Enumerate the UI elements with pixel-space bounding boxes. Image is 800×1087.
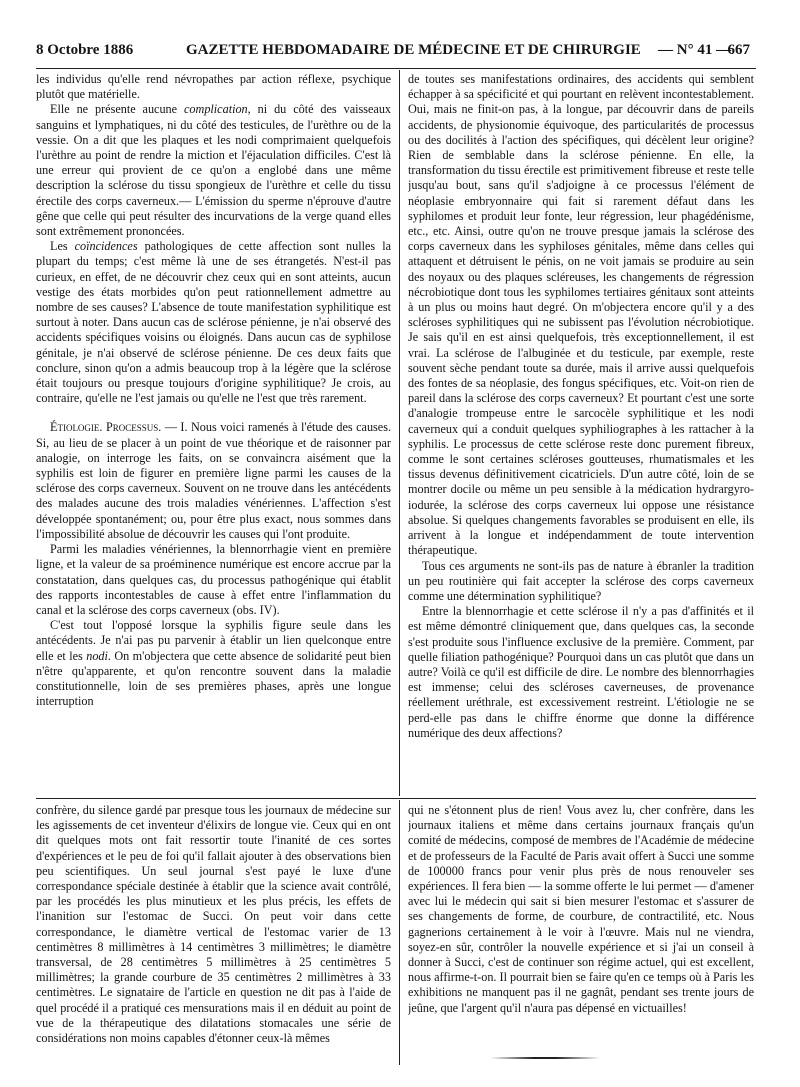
paragraph: confrère, du silence gardé par presque tous les journaux de médecine sur les agissements de cet inventeur d'élixirs de longue vie. Ceux qui en ont dit quelques mots ont fait ressortir toute l'inanité de ces sortes d'expériences et le peu de foi qu'il fallait ajouter à des observations bien peu scientifiques. Un seul journal s'est payé le luxe d'une correspondance spéciale destinée à établir que la science avait contrôlé, par les procédés les plus minutieux et les plus précis, les effets de l'inanition sur l'estomac de Succi. On peut voir dans cette correspondance, le diamètre vertical de l'estomac varier de 13 centimètres 8 millimètres à 14 centimètres 3 millimètres; le diamètre transversal, de 28 centimètres 5 millimètres à 25 centimètres 5 millimètres; la grande courbure de 35 centimètres 2 millimètres à 33 centimètres. Le signataire de l'article en question ne dit pas à l'aide de quel procédé il a pratiqué ces mensurations mais il en déduit au point de vue de la thérapeutique des dilatations stomacales une série de considérations non moins capables d'étonner ceux-là mêmes [36, 803, 391, 1046]
column-divider [399, 800, 400, 1065]
emphasis: nodi [86, 648, 108, 663]
paragraph: qui ne s'étonnent plus de rien! Vous avez lu, cher confrère, dans les journaux italiens et même dans certains journaux français qu'un comité de médecins, composé de membres de l'Académie de médecine et de professeurs de la Faculté de Paris avait offert à Succi une somme de 100000 francs pour venir plus près de nous renouveler ses expériences. Il fera bien — la somme offerte le lui permet — d'amener avec lui le médecin qui sait si bien mesurer l'estomac et s'assurer de ses changements de forme, de courbure, de contractilité, etc. Nous gagnerions certainement à le voir à l'œuvre. Mais nul ne viendra, soyez-en sûr, contrôler la nouvelle expérience et si j'ai un conseil à donner à Succi, c'est de continuer son régime actuel, qui est excellent, nous affirme-t-on. Il pourrait bien se faire qu'en ce temps où à Paris les exhibitions ne manquent pas il ne gagnât, pendant ses trente jours de jeûne, que l'argent qu'il n'aura pas dépensé en victuailles! [408, 803, 754, 1015]
end-ornament-rule [490, 1057, 600, 1059]
emphasis: coïncidences [74, 239, 138, 254]
page-number: 667 [727, 42, 750, 58]
feuilleton-column-right [408, 803, 754, 1065]
paragraph: Les coïncidences pathologiques de cette affection sont nulles la plupart du temps; c'est même là une de ses étrangetés. N'est-il pas curieux, en effet, de ne découvrir chez ceux qui en sont atteints, aucun vestige des états morbides qu'on peut rationnellement admettre au nombre de ses causes? L'absence de toute manifestation syphilitique est surtout à noter. Dans aucun cas de sclérose pénienne, je n'ai observé des accidents spécifiques voisins ou éloignés. Dans aucun cas de syphilose génitale, je n'ai observé de sclérose pénienne. De ces deux faits que conclure, sinon qu'on a admis beaucoup trop à la légère que la sclérose était toujours ou presque toujours d'origine syphilitique? Je crois, au contraire, qu'elle ne l'est jamais ou qu'elle ne l'est que très rarement. [36, 239, 391, 406]
paragraph: Elle ne présente aucune complication, ni du côté des vaisseaux sanguins et lymphatiques, ni du côté des testicules, de l'urèthre ou de la vessie. On a dit que les plaques et les nodi comprimaient quelquefois l'urèthre au point de rendre la miction et l'éjaculation difficiles. C'est là une erreur qui provient de ce qu'on a englobé dans une même description la sclérose du tissu spongieux de l'urèthre et celle du tissu érectile des corps caverneux.— L'émission du sperme n'éprouve d'autre gêne que celle qui peut résulter des incurvations de la verge quand elles sont extrêmement prononcées. [36, 102, 391, 239]
journal-title: GAZETTE HEBDOMADAIRE DE MÉDECINE ET DE CHIRURGIE [186, 42, 641, 58]
section-heading: Étiologie. Processus. [50, 420, 162, 435]
paragraph: C'est tout l'opposé lorsque la syphilis figure seule dans les antécédents. Je n'ai pas pu parvenir à établir un lien quelconque entre elle et les nodi. On m'objectera que cette absence de solidarité peut bien n'être qu'apparente, et qu'on rencontre souvent dans la maladie constitutionnelle, loin de ses premières phases, après une longue interruption [36, 618, 391, 709]
paragraph: Parmi les maladies vénériennes, la blennorrhagie vient en première ligne, et la valeur de sa proéminence numérique est encore accrue par la constatation, dans quelques cas, du processus pathogénique qui établit des rapports incontestables de cause à effet entre l'inflammation du canal et la sclérose des corps caverneux (obs. IV). [36, 542, 391, 617]
issue-number: — N° 41 — [658, 42, 732, 58]
article-column-right [408, 72, 754, 794]
feuilleton-column-left [36, 803, 391, 1065]
page-header [36, 42, 750, 64]
issue-date: 8 Octobre 1886 [36, 42, 134, 58]
paragraph: les individus qu'elle rend névropathes par action réflexe, psychique plutôt que matérielle. [36, 72, 391, 102]
article-column-left [36, 72, 391, 794]
header-rule [36, 68, 756, 69]
emphasis: complication [184, 102, 248, 117]
section-paragraph: Étiologie. Processus. — I. Nous voici ramenés à l'étude des causes. Si, au lieu de se placer à un point de vue théorique et de raisonner par analogie, on interroge les faits, on se convaincra aisément que la syphilis est loin de figurer en première ligne parmi les causes de la sclérose des corps caverneux. Souvent on ne trouve dans les antécédents des malades aucune des trois maladies vénériennes. L'affection s'est développée spontanément; ou, pour être plus exact, nous sommes dans l'impossibilité absolue de découvrir les causes qui l'ont produite. [36, 420, 391, 541]
paragraph: Tous ces arguments ne sont-ils pas de nature à ébranler la tradition un peu routinière qui fait accepter la sclérose des corps caverneux comme une détermination syphilitique? [408, 558, 754, 603]
column-divider [399, 70, 400, 796]
paragraph: de toutes ses manifestations ordinaires, des accidents qui semblent échapper à sa spécificité et qui pourtant en relèvent incontestablement. Oui, mais ne finit-on pas, à la longue, par découvrir dans de pareils accidents, de physionomie équivoque, des particularités de processus ou des docilités à l'action des spécifiques, qui décèlent leur origine? Rien de semblable dans la sclérose pénienne. En elle, la transformation du tissu érectile est primitivement fibreuse et reste telle jusqu'au bout, sans qu'il s'adjoigne à ce processus l'élément de néoplasie embryonnaire qui fait si rarement défaut dans les syphilomes et produit leur fonte, leur régression, leur phagédénisme, etc., etc. Ainsi, outre qu'on ne trouve presque jamais la sclérose des corps caverneux dans les syphiloses génitales, même dans celles qui attaquent et détruisent le pénis, on ne voit jamais se produire au sein des noyaux ou des plaques scléreuses, les changements de régression nécrobiotique dont tous les syphilomes tertiaires génitaux sont atteints à un plus ou moins haut degré. On m'objectera encore qu'il y a des scléroses syphilitiques qui ne subissent pas l'évolution nécrobiotique. Je sais qu'il en est ainsi quelquefois, très exceptionnellement, il est vrai. La sclérose de l'albuginée et du testicule, par exemple, reste souvent sèche pendant toute sa durée, mais il arrive aussi quelquefois des fontes de sa néoplasie, des fongus spécifiques, etc. Voit-on rien de pareil dans la sclérose des corps caverneux? Et pourtant c'est une sorte d'analogie trompeuse entre le sarcocèle syphilitique et les nodi caverneux qui a conduit quelques syphiliographes à les rattacher à la syphilis. Le processus de cette sclérose reste donc purement fibreux, comme le sont certaines scléroses goutteuses, rhumatismales et les tissus devenus définitivement cicatriciels. D'un autre côté, loin de se montrer docile ou même un peu sensible à la médication hydrargyro-iodurée, la sclérose des corps caverneux lui oppose une résistance absolue. Si quelques changements favorables se produisent en elle, ils arrivent à la longue et indépendamment de toute intervention thérapeutique. [408, 72, 754, 558]
section-separator [36, 798, 756, 799]
paragraph: Entre la blennorrhagie et cette sclérose il n'y a pas d'affinités et il est même démontré cliniquement que, dans quelques cas, la seconde s'est produite sous l'influence exclusive de la première. Comment, par quelle filiation pathogénique? Pourquoi dans un cas plutôt que dans un autre? Voilà ce qu'il est difficile de dire. Le nombre des blennorrhagies est immense; celui des scléroses caverneuses, de provenance réellement uréthrale, est excessivement restreint. L'étiologie ne se perd-elle pas dans le chiffre énorme que donne la différence numérique des deux affections? [408, 604, 754, 740]
